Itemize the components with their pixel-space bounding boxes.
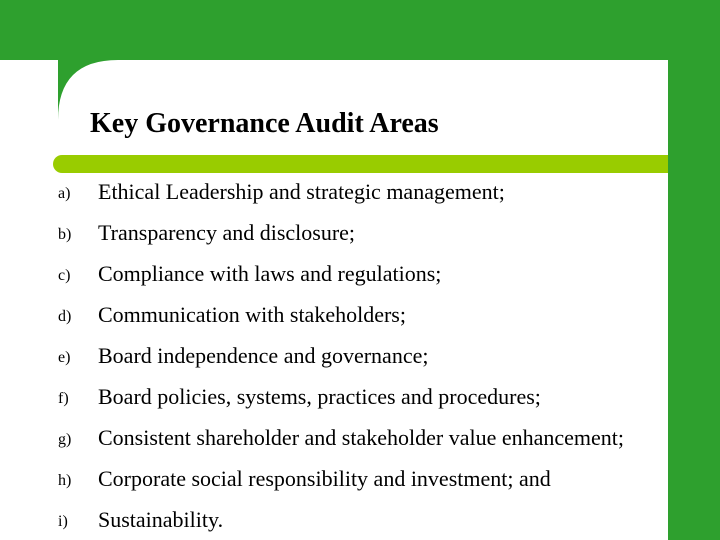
- list-marker: g): [58, 431, 72, 448]
- list-item: [58, 173, 718, 205]
- list-item-text: Transparency and disclosure;: [98, 220, 356, 245]
- list-marker: a): [58, 185, 71, 202]
- list-item: [58, 255, 718, 287]
- list-marker: e): [58, 349, 71, 366]
- list-marker: h): [58, 472, 72, 489]
- list-item: [58, 378, 718, 410]
- list-item: [58, 337, 718, 369]
- title-divider-bar: [53, 155, 668, 173]
- list-item-text: Compliance with laws and regulations;: [98, 261, 442, 286]
- list-marker: d): [58, 308, 72, 325]
- list-item-text: Corporate social responsibility and investment; and: [98, 466, 551, 491]
- list-marker: b): [58, 226, 72, 243]
- list-item-text: Board independence and governance;: [98, 343, 429, 368]
- list-item-text: Ethical Leadership and strategic management;: [98, 179, 505, 204]
- list-item: [58, 501, 718, 533]
- list-item-text: Board policies, systems, practices and procedures;: [98, 384, 541, 409]
- list-marker: i): [58, 513, 68, 530]
- slide-title: Key Governance Audit Areas: [90, 108, 439, 139]
- list-item: [58, 419, 718, 451]
- list-item: [58, 296, 718, 328]
- top-green-band: [0, 0, 720, 60]
- list-item: [58, 214, 718, 246]
- list-marker: c): [58, 267, 71, 284]
- list-item-text: Consistent shareholder and stakeholder value enhancement;: [98, 425, 624, 450]
- list-marker: f): [58, 390, 69, 407]
- list-item: [58, 460, 718, 492]
- list-item-text: Communication with stakeholders;: [98, 302, 406, 327]
- list-item-text: Sustainability.: [98, 507, 224, 532]
